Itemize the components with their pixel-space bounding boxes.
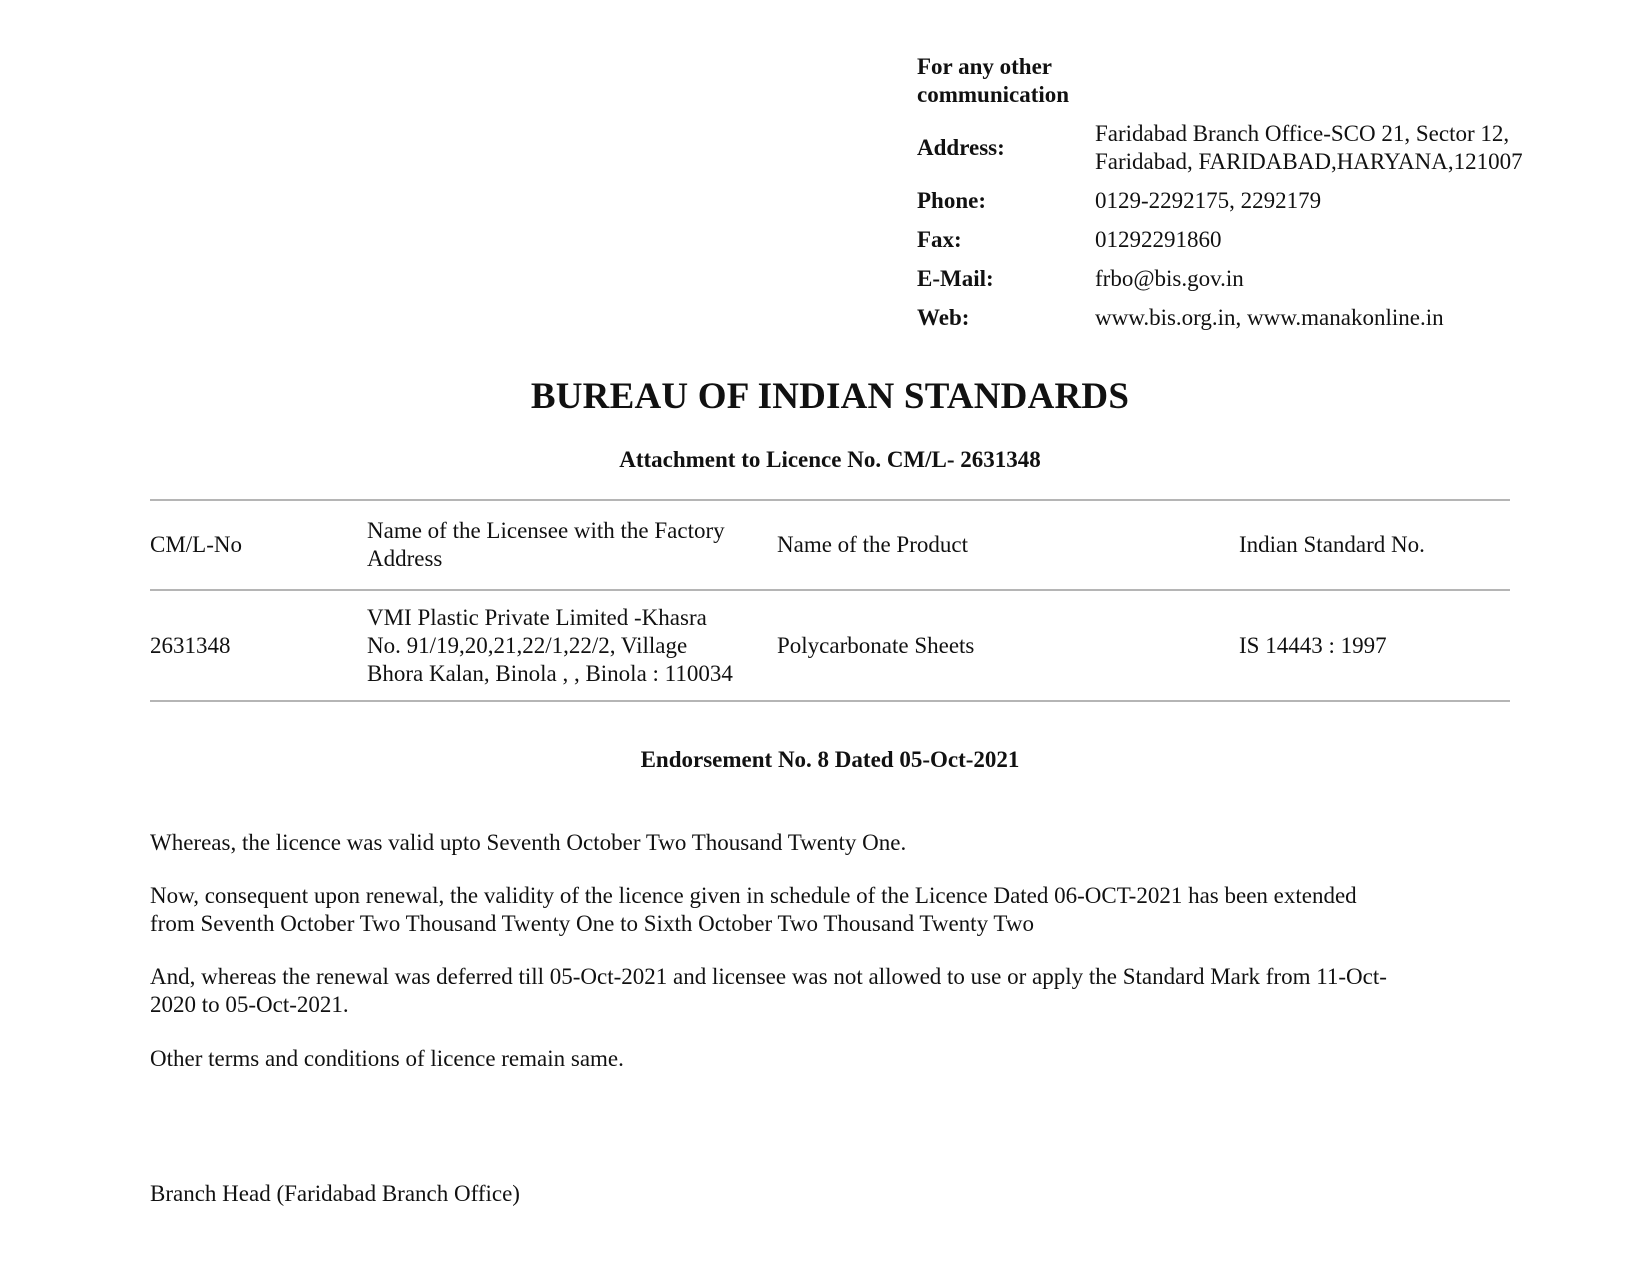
header-licensee xyxy=(367,500,777,590)
header-licensee-line: Address xyxy=(367,546,443,571)
paragraph-deferral xyxy=(150,963,1520,1019)
paragraph-line: 2020 to 05-Oct-2021. xyxy=(150,992,349,1017)
header-cml-no: CM/L-No xyxy=(150,532,242,557)
paragraph-terms: Other terms and conditions of licence remain same. xyxy=(150,1046,624,1071)
contact-web-row xyxy=(917,304,1617,332)
contact-heading xyxy=(917,53,1097,109)
header-licensee-line: Name of the Licensee with the Factory xyxy=(367,518,725,543)
web-value: www.bis.org.in, www.manakonline.in xyxy=(1095,305,1444,330)
table-header-row xyxy=(150,500,1510,590)
fax-label: Fax: xyxy=(917,227,962,252)
fax-value: 01292291860 xyxy=(1095,227,1222,252)
document-subtitle: Attachment to Licence No. CM/L- 2631348 xyxy=(619,447,1041,472)
email-label: E-Mail: xyxy=(917,266,994,291)
contact-heading-line: communication xyxy=(917,82,1070,107)
address-label: Address: xyxy=(917,135,1005,160)
licensee-line: VMI Plastic Private Limited -Khasra xyxy=(367,604,707,630)
licensee-line: Bhora Kalan, Binola , , Binola : 110034 xyxy=(367,660,733,686)
paragraph-renewal xyxy=(150,882,1520,938)
licence-table xyxy=(150,499,1510,702)
cell-cml-no: 2631348 xyxy=(150,632,231,658)
contact-fax-row xyxy=(917,226,1617,254)
header-standard: Indian Standard No. xyxy=(1239,532,1425,557)
address-value xyxy=(1095,120,1617,176)
signature-line: Branch Head (Faridabad Branch Office) xyxy=(150,1181,520,1206)
phone-value: 0129-2292175, 2292179 xyxy=(1095,188,1322,213)
paragraph-line: from Seventh October Two Thousand Twenty One to Sixth October Two Thousand Twenty Two xyxy=(150,911,1034,936)
contact-address-row xyxy=(917,120,1617,176)
contact-email-row xyxy=(917,265,1617,293)
cell-product: Polycarbonate Sheets xyxy=(777,632,975,658)
paragraph-line: And, whereas the renewal was deferred till 05-Oct-2021 and licensee was not allowed to use or apply the Standard Mark from 11-Oct- xyxy=(150,964,1387,989)
web-label: Web: xyxy=(917,305,970,330)
contact-phone-row xyxy=(917,187,1617,215)
header-product: Name of the Product xyxy=(777,532,968,557)
address-line: Faridabad, FARIDABAD,HARYANA,121007 xyxy=(1095,149,1523,174)
paragraph-line: Now, consequent upon renewal, the validity of the licence given in schedule of the Licence Dated 06-OCT-2021 has been extended xyxy=(150,883,1357,908)
table-row xyxy=(150,590,1510,701)
cell-standard: IS 14443 : 1997 xyxy=(1239,632,1387,658)
address-line: Faridabad Branch Office-SCO 21, Sector 12, xyxy=(1095,121,1510,146)
phone-label: Phone: xyxy=(917,188,986,213)
email-value: frbo@bis.gov.in xyxy=(1095,266,1244,291)
document-title: BUREAU OF INDIAN STANDARDS xyxy=(530,376,1130,417)
endorsement-heading: Endorsement No. 8 Dated 05-Oct-2021 xyxy=(640,747,1020,772)
contact-heading-line: For any other xyxy=(917,54,1053,79)
paragraph-validity: Whereas, the licence was valid upto Seventh October Two Thousand Twenty One. xyxy=(150,830,907,855)
contact-block xyxy=(917,53,1617,332)
cell-licensee xyxy=(367,590,777,701)
licensee-line: No. 91/19,20,21,22/1,22/2, Village xyxy=(367,632,688,658)
